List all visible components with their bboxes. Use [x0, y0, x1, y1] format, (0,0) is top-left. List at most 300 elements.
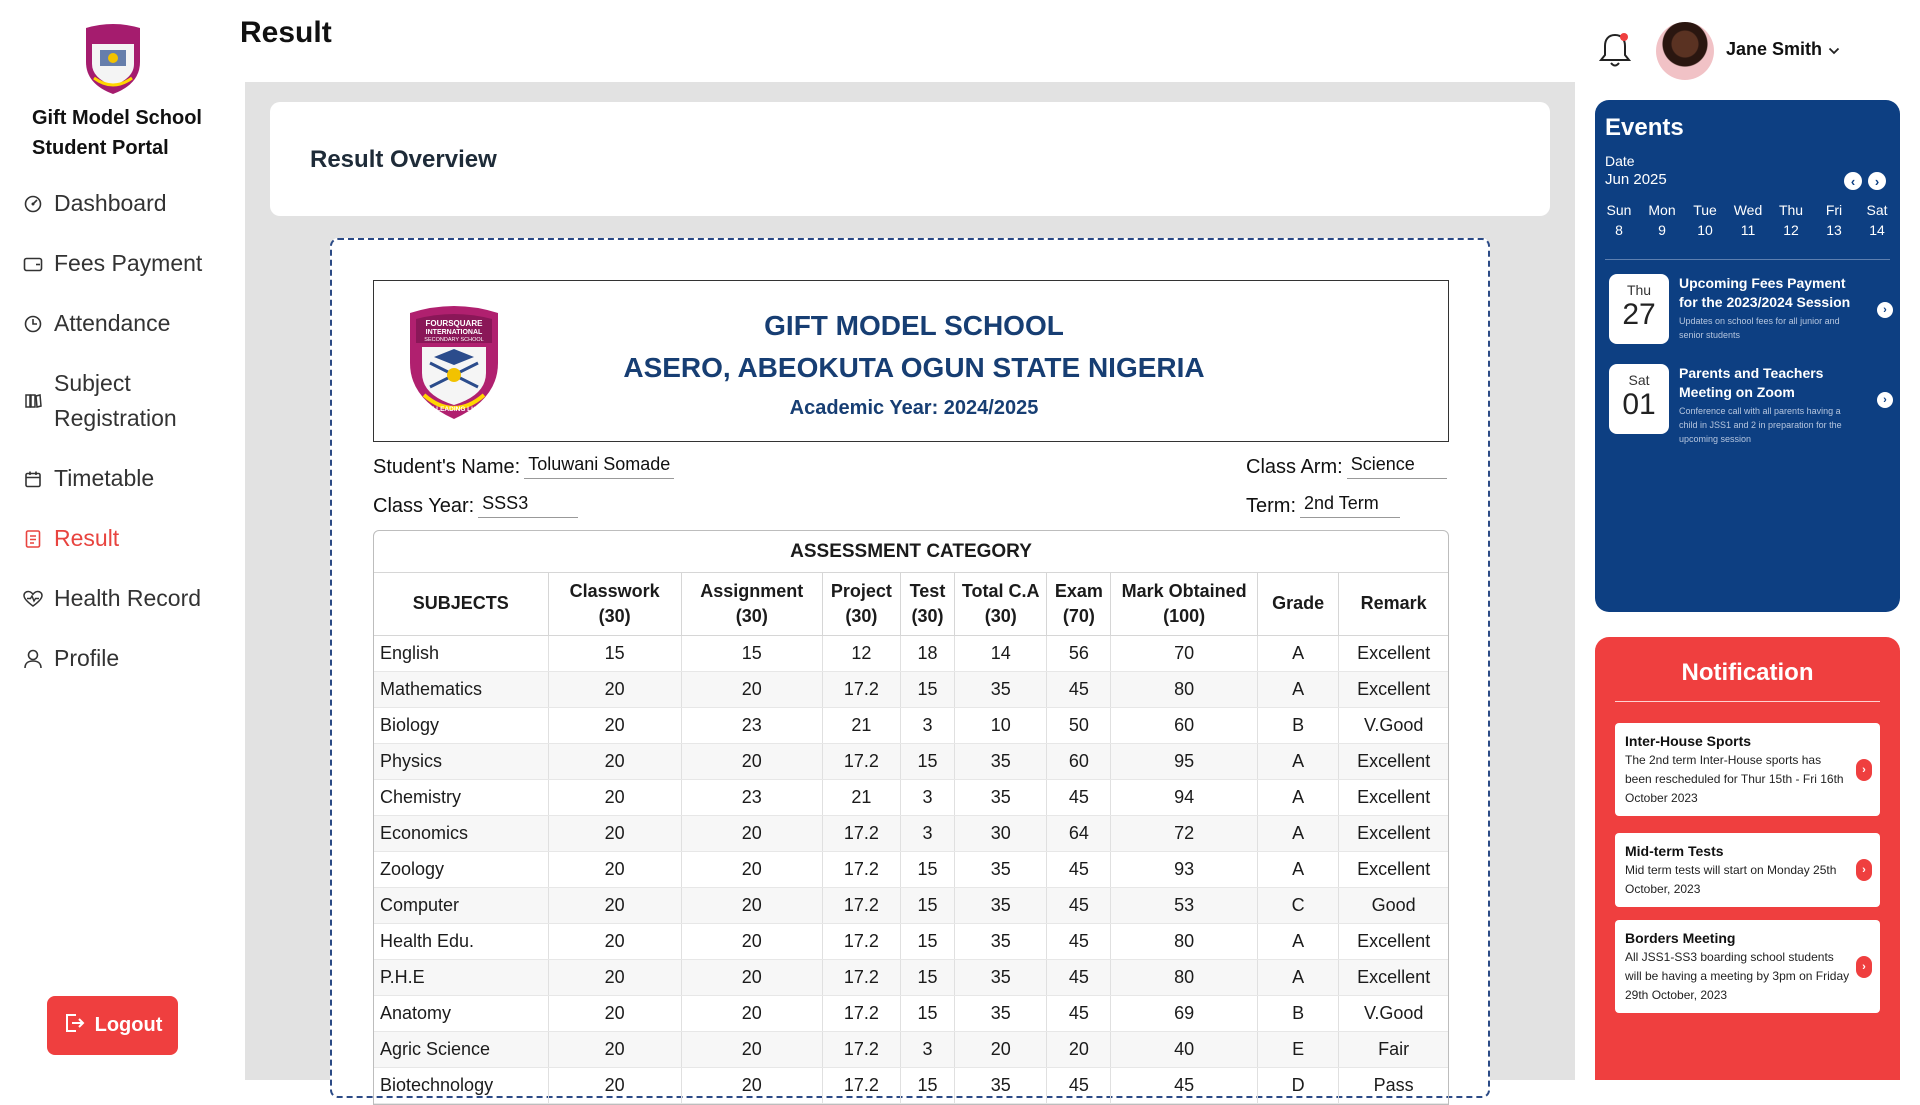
- score-cell: 35: [954, 851, 1047, 887]
- chevron-right-icon[interactable]: ›: [1856, 759, 1872, 781]
- score-cell: 20: [681, 995, 822, 1031]
- score-cell: 45: [1047, 851, 1111, 887]
- score-cell: B: [1257, 707, 1339, 743]
- column-header: [901, 573, 955, 635]
- events-date-label: Date: [1605, 153, 1635, 169]
- calendar-day[interactable]: [1814, 200, 1854, 240]
- score-cell: 14: [954, 635, 1047, 671]
- table-row: [374, 779, 1448, 815]
- score-cell: 17.2: [822, 995, 900, 1031]
- subject-cell: Health Edu.: [374, 923, 548, 959]
- term-label: Term:: [1246, 495, 1296, 517]
- score-cell: 20: [548, 779, 681, 815]
- notification-title: Notification: [1681, 659, 1814, 686]
- column-header-max-score: (100): [1163, 605, 1206, 626]
- chevron-down-icon: [1828, 39, 1840, 60]
- score-cell: 93: [1111, 851, 1258, 887]
- score-cell: 20: [681, 1067, 822, 1103]
- subject-cell: Biology: [374, 707, 548, 743]
- assessment-table-wrap: [373, 530, 1449, 1105]
- event-item[interactable]: [1609, 274, 1894, 350]
- calendar-day[interactable]: [1728, 200, 1768, 240]
- column-header-label: Total C.A: [961, 580, 1040, 601]
- sidebar-item-profile[interactable]: [22, 641, 222, 676]
- event-description: Conference call with all parents having a child in JSS1 and 2 in preparation for the upcoming session: [1679, 406, 1842, 444]
- column-header-max-score: (30): [984, 605, 1017, 626]
- notification-card-title: Inter-House Sports: [1625, 733, 1752, 749]
- school-name: [32, 103, 222, 163]
- score-cell: 80: [1111, 959, 1258, 995]
- subject-cell: Mathematics: [374, 671, 548, 707]
- column-header-max-score: (70): [1062, 605, 1095, 626]
- score-cell: 21: [822, 779, 900, 815]
- result-overview-card: [270, 102, 1550, 216]
- calendar-day-name: Wed: [1733, 202, 1763, 218]
- chevron-right-icon[interactable]: ›: [1856, 956, 1872, 978]
- calendar-day[interactable]: [1685, 200, 1725, 240]
- table-row: [374, 995, 1448, 1031]
- score-cell: Excellent: [1339, 815, 1448, 851]
- score-cell: 17.2: [822, 923, 900, 959]
- score-cell: 72: [1111, 815, 1258, 851]
- column-header: [1047, 573, 1111, 635]
- user-menu[interactable]: [1726, 39, 1840, 60]
- score-cell: 20: [681, 815, 822, 851]
- table-row: [374, 923, 1448, 959]
- column-header-max-score: (30): [735, 605, 768, 626]
- calendar-day[interactable]: [1857, 200, 1897, 240]
- notification-bell-icon[interactable]: [1598, 30, 1632, 70]
- sidebar-item-label: Profile: [54, 645, 120, 671]
- student-name-row: [373, 454, 674, 479]
- score-cell: 21: [822, 707, 900, 743]
- score-cell: 18: [901, 635, 955, 671]
- calendar-icon: [22, 461, 44, 496]
- score-cell: 20: [681, 887, 822, 923]
- logout-button[interactable]: [47, 996, 178, 1055]
- notification-card[interactable]: [1615, 920, 1880, 1013]
- sidebar-item-dashboard[interactable]: [22, 186, 222, 221]
- student-name-value: Toluwani Somade: [524, 454, 674, 479]
- score-cell: B: [1257, 995, 1339, 1031]
- logout-icon: [63, 1012, 85, 1040]
- event-description: Updates on school fees for all junior and senior students: [1679, 316, 1840, 340]
- score-cell: 80: [1111, 671, 1258, 707]
- score-cell: 17.2: [822, 959, 900, 995]
- score-cell: A: [1257, 851, 1339, 887]
- subject-cell: P.H.E: [374, 959, 548, 995]
- score-cell: 17.2: [822, 887, 900, 923]
- score-cell: 17.2: [822, 815, 900, 851]
- school-crest-logo: [404, 303, 504, 421]
- score-cell: 20: [681, 1031, 822, 1067]
- calendar-day[interactable]: [1642, 200, 1682, 240]
- column-header-label: SUBJECTS: [412, 593, 509, 614]
- score-cell: 45: [1047, 959, 1111, 995]
- table-row: [374, 959, 1448, 995]
- score-cell: 45: [1047, 923, 1111, 959]
- score-cell: 3: [901, 815, 955, 851]
- column-header-label: Assignment: [700, 580, 804, 601]
- score-cell: A: [1257, 743, 1339, 779]
- score-cell: 12: [822, 635, 900, 671]
- column-header-label: Project: [830, 580, 892, 601]
- column-header-label: Grade: [1272, 593, 1325, 614]
- event-day-number: 27: [1622, 298, 1656, 331]
- table-row: [374, 887, 1448, 923]
- score-cell: 35: [954, 995, 1047, 1031]
- calendar-day-number: 12: [1783, 222, 1799, 238]
- sidebar-item-label: Result: [54, 525, 120, 551]
- student-name-label: Student's Name:: [373, 456, 521, 478]
- score-cell: 45: [1047, 1067, 1111, 1103]
- result-report-sheet: [330, 238, 1490, 1098]
- score-cell: Excellent: [1339, 635, 1448, 671]
- score-cell: 94: [1111, 779, 1258, 815]
- events-title: Events: [1605, 114, 1684, 141]
- score-cell: Pass: [1339, 1067, 1448, 1103]
- score-cell: 56: [1047, 635, 1111, 671]
- user-icon: [22, 641, 44, 676]
- sidebar-item-health-record[interactable]: [22, 581, 222, 616]
- logout-label: Logout: [94, 1014, 163, 1036]
- notification-card-text: All JSS1-SS3 boarding school students will be having a meeting by 3pm on Friday 29th October, 2023: [1625, 950, 1850, 1002]
- score-cell: 50: [1047, 707, 1111, 743]
- wallet-icon: [22, 246, 44, 281]
- column-header: [1339, 573, 1448, 635]
- score-cell: 17.2: [822, 1031, 900, 1067]
- clock-icon: [22, 306, 44, 341]
- score-cell: Good: [1339, 887, 1448, 923]
- score-cell: 60: [1111, 707, 1258, 743]
- report-heading: [524, 305, 1304, 423]
- chevron-right-icon[interactable]: ›: [1856, 859, 1872, 881]
- score-cell: 45: [1047, 887, 1111, 923]
- school-logo: [80, 22, 146, 96]
- column-header: [822, 573, 900, 635]
- score-cell: 20: [1047, 1031, 1111, 1067]
- column-header-label: Remark: [1360, 593, 1427, 614]
- week-strip: [1599, 200, 1897, 240]
- term-value: 2nd Term: [1300, 493, 1400, 518]
- event-weekday: Thu: [1626, 282, 1652, 298]
- notification-panel: [1595, 637, 1900, 1080]
- score-cell: 40: [1111, 1031, 1258, 1067]
- score-cell: V.Good: [1339, 995, 1448, 1031]
- assessment-title: ASSESSMENT CATEGORY: [374, 531, 1448, 573]
- score-cell: 15: [901, 995, 955, 1031]
- score-cell: Excellent: [1339, 743, 1448, 779]
- score-cell: E: [1257, 1031, 1339, 1067]
- score-cell: 23: [681, 707, 822, 743]
- logo-motto: THE LEADING LIGHT: [421, 406, 487, 413]
- sidebar: [0, 0, 226, 1080]
- score-cell: 64: [1047, 815, 1111, 851]
- table-row: [374, 635, 1448, 671]
- sidebar-item-label: Timetable: [54, 465, 155, 491]
- calendar-nav: [1844, 172, 1886, 190]
- calendar-day[interactable]: [1771, 200, 1811, 240]
- column-header-label: Mark Obtained: [1121, 580, 1247, 601]
- score-cell: 35: [954, 1067, 1047, 1103]
- score-cell: 20: [681, 923, 822, 959]
- score-cell: 69: [1111, 995, 1258, 1031]
- score-cell: C: [1257, 887, 1339, 923]
- assessment-table: [374, 573, 1448, 1104]
- calendar-day-number: 9: [1658, 222, 1666, 238]
- score-cell: 20: [681, 851, 822, 887]
- score-cell: 20: [681, 743, 822, 779]
- score-cell: A: [1257, 635, 1339, 671]
- table-header-row: [374, 573, 1448, 635]
- score-cell: 3: [901, 779, 955, 815]
- score-cell: 45: [1047, 995, 1111, 1031]
- subject-cell: English: [374, 635, 548, 671]
- table-row: [374, 1067, 1448, 1103]
- score-cell: Excellent: [1339, 959, 1448, 995]
- table-row: [374, 743, 1448, 779]
- report-school-name: GIFT MODEL SCHOOL: [764, 310, 1064, 341]
- calendar-day-name: Tue: [1693, 202, 1717, 218]
- column-header: [548, 573, 681, 635]
- score-cell: 3: [901, 707, 955, 743]
- subject-cell: Economics: [374, 815, 548, 851]
- dashboard-icon: [22, 186, 44, 221]
- score-cell: 20: [548, 851, 681, 887]
- event-body: [1679, 274, 1861, 342]
- subject-cell: Computer: [374, 887, 548, 923]
- chevron-right-icon[interactable]: ›: [1868, 172, 1886, 190]
- school-name-line1: Gift Model School: [32, 107, 202, 129]
- score-cell: 3: [901, 1031, 955, 1067]
- sidebar-item-result[interactable]: [22, 521, 222, 556]
- event-body: [1679, 364, 1861, 446]
- score-cell: A: [1257, 779, 1339, 815]
- books-icon: [22, 366, 44, 436]
- logo-text-2: INTERNATIONAL: [425, 329, 483, 336]
- score-cell: 17.2: [822, 1067, 900, 1103]
- subject-cell: Physics: [374, 743, 548, 779]
- score-cell: 20: [548, 815, 681, 851]
- score-cell: 15: [901, 887, 955, 923]
- notification-card-title: Mid-term Tests: [1625, 843, 1724, 859]
- calendar-day-name: Fri: [1825, 202, 1843, 218]
- notification-card-text: Mid term tests will start on Monday 25th October, 2023: [1625, 863, 1837, 896]
- chevron-right-icon[interactable]: ›: [1877, 302, 1893, 318]
- score-cell: 20: [548, 887, 681, 923]
- assessment-table-body: [374, 635, 1448, 1103]
- overview-title: Result Overview: [310, 146, 497, 173]
- score-cell: 30: [954, 815, 1047, 851]
- score-cell: 20: [548, 959, 681, 995]
- score-cell: 95: [1111, 743, 1258, 779]
- logo-text-3: SECONDARY SCHOOL: [424, 337, 484, 343]
- notification-divider: [1615, 701, 1880, 702]
- table-row: [374, 707, 1448, 743]
- score-cell: 10: [954, 707, 1047, 743]
- sidebar-item-label: Dashboard: [54, 190, 167, 216]
- score-cell: 35: [954, 923, 1047, 959]
- score-cell: 20: [954, 1031, 1047, 1067]
- table-row: [374, 815, 1448, 851]
- score-cell: 15: [901, 743, 955, 779]
- calendar-day-number: 10: [1697, 222, 1713, 238]
- score-cell: 80: [1111, 923, 1258, 959]
- events-panel: [1595, 100, 1900, 612]
- score-cell: 20: [681, 959, 822, 995]
- term-row: [1246, 493, 1400, 518]
- score-cell: 17.2: [822, 851, 900, 887]
- sidebar-item-label: Subject Registration: [54, 370, 177, 431]
- calendar-day-number: 11: [1740, 222, 1756, 238]
- calendar-day-name: Mon: [1648, 202, 1676, 218]
- score-cell: 20: [548, 707, 681, 743]
- score-cell: 53: [1111, 887, 1258, 923]
- score-cell: 20: [681, 671, 822, 707]
- chevron-left-icon[interactable]: ‹: [1844, 172, 1862, 190]
- score-cell: Excellent: [1339, 851, 1448, 887]
- avatar[interactable]: [1656, 22, 1714, 80]
- report-address: ASERO, ABEOKUTA OGUN STATE NIGERIA: [623, 352, 1205, 383]
- notification-card[interactable]: [1615, 833, 1880, 907]
- column-header-label: Test: [909, 580, 946, 601]
- score-cell: 20: [548, 923, 681, 959]
- document-icon: [22, 521, 44, 556]
- event-date-badge: [1609, 364, 1669, 434]
- page-title: Result: [240, 16, 332, 49]
- column-header-label: Classwork: [569, 580, 660, 601]
- score-cell: 35: [954, 671, 1047, 707]
- score-cell: V.Good: [1339, 707, 1448, 743]
- score-cell: 35: [954, 959, 1047, 995]
- report-academic-year: Academic Year: 2024/2025: [789, 397, 1039, 419]
- score-cell: 20: [548, 671, 681, 707]
- score-cell: 15: [901, 671, 955, 707]
- table-row: [374, 851, 1448, 887]
- score-cell: 15: [548, 635, 681, 671]
- class-year-row: [373, 493, 578, 518]
- event-day-number: 01: [1622, 388, 1656, 421]
- score-cell: 35: [954, 887, 1047, 923]
- report-header: [373, 280, 1449, 442]
- score-cell: A: [1257, 959, 1339, 995]
- score-cell: 17.2: [822, 743, 900, 779]
- score-cell: 15: [901, 851, 955, 887]
- score-cell: 45: [1047, 671, 1111, 707]
- score-cell: A: [1257, 923, 1339, 959]
- score-cell: 20: [548, 1067, 681, 1103]
- column-header: [374, 573, 548, 635]
- calendar-day-name: Sun: [1606, 202, 1632, 218]
- calendar-day-name: Sat: [1866, 202, 1888, 218]
- calendar-day-number: 8: [1615, 222, 1623, 238]
- event-date-badge: [1609, 274, 1669, 344]
- column-header: [1257, 573, 1339, 635]
- score-cell: 20: [548, 1031, 681, 1067]
- score-cell: 15: [681, 635, 822, 671]
- score-cell: 35: [954, 779, 1047, 815]
- heart-pulse-icon: [22, 581, 44, 616]
- sidebar-item-subject-registration[interactable]: [22, 366, 222, 436]
- score-cell: 45: [1047, 779, 1111, 815]
- score-cell: 35: [954, 743, 1047, 779]
- subject-cell: Biotechnology: [374, 1067, 548, 1103]
- sidebar-nav: [22, 186, 222, 701]
- column-header-max-score: (30): [845, 605, 878, 626]
- score-cell: 70: [1111, 635, 1258, 671]
- column-header-label: Exam: [1054, 580, 1103, 601]
- score-cell: Fair: [1339, 1031, 1448, 1067]
- event-title: Upcoming Fees Payment for the 2023/2024 Session: [1679, 275, 1851, 310]
- column-header-max-score: (30): [598, 605, 631, 626]
- class-arm-value: Science: [1347, 454, 1447, 479]
- calendar-day[interactable]: [1599, 200, 1639, 240]
- class-arm-row: [1246, 454, 1447, 479]
- class-arm-label: Class Arm:: [1246, 456, 1343, 478]
- subject-cell: Chemistry: [374, 779, 548, 815]
- score-cell: A: [1257, 815, 1339, 851]
- events-month: Jun 2025: [1605, 171, 1667, 188]
- subject-cell: Zoology: [374, 851, 548, 887]
- score-cell: Excellent: [1339, 671, 1448, 707]
- calendar-day-number: 13: [1826, 222, 1842, 238]
- school-name-line2: Student Portal: [32, 137, 169, 159]
- logo-text-1: FOURSQUARE: [425, 319, 483, 328]
- calendar-day-number: 14: [1869, 222, 1885, 238]
- score-cell: 15: [901, 1067, 955, 1103]
- subject-cell: Anatomy: [374, 995, 548, 1031]
- notification-card-text: The 2nd term Inter-House sports has been rescheduled for Thur 15th - Fri 16th October 2023: [1625, 753, 1844, 805]
- score-cell: A: [1257, 671, 1339, 707]
- sidebar-item-attendance[interactable]: [22, 306, 222, 341]
- calendar-day-name: Thu: [1778, 202, 1804, 218]
- class-year-value: SSS3: [478, 493, 578, 518]
- score-cell: Excellent: [1339, 923, 1448, 959]
- sidebar-item-label: Health Record: [54, 585, 202, 611]
- events-divider: [1605, 259, 1890, 260]
- notification-card[interactable]: [1615, 723, 1880, 816]
- sidebar-item-timetable[interactable]: [22, 461, 222, 496]
- column-header: [954, 573, 1047, 635]
- score-cell: D: [1257, 1067, 1339, 1103]
- score-cell: 17.2: [822, 671, 900, 707]
- score-cell: Excellent: [1339, 779, 1448, 815]
- sidebar-item-fees-payment[interactable]: [22, 246, 222, 281]
- score-cell: 20: [548, 995, 681, 1031]
- table-row: [374, 1031, 1448, 1067]
- column-header: [1111, 573, 1258, 635]
- column-header: [681, 573, 822, 635]
- user-name: Jane Smith: [1726, 39, 1823, 59]
- score-cell: 20: [548, 743, 681, 779]
- sidebar-item-label: Attendance: [54, 310, 171, 336]
- score-cell: 23: [681, 779, 822, 815]
- column-header-max-score: (30): [911, 605, 944, 626]
- notification-card-title: Borders Meeting: [1625, 930, 1736, 946]
- score-cell: 15: [901, 959, 955, 995]
- table-row: [374, 671, 1448, 707]
- score-cell: 60: [1047, 743, 1111, 779]
- sidebar-item-label: Fees Payment: [54, 250, 203, 276]
- class-year-label: Class Year:: [373, 495, 475, 517]
- chevron-right-icon[interactable]: ›: [1877, 392, 1893, 408]
- event-title: Parents and Teachers Meeting on Zoom: [1679, 365, 1824, 400]
- event-item[interactable]: [1609, 364, 1894, 444]
- score-cell: 15: [901, 923, 955, 959]
- subject-cell: Agric Science: [374, 1031, 548, 1067]
- event-weekday: Sat: [1628, 372, 1650, 388]
- score-cell: 45: [1111, 1067, 1258, 1103]
